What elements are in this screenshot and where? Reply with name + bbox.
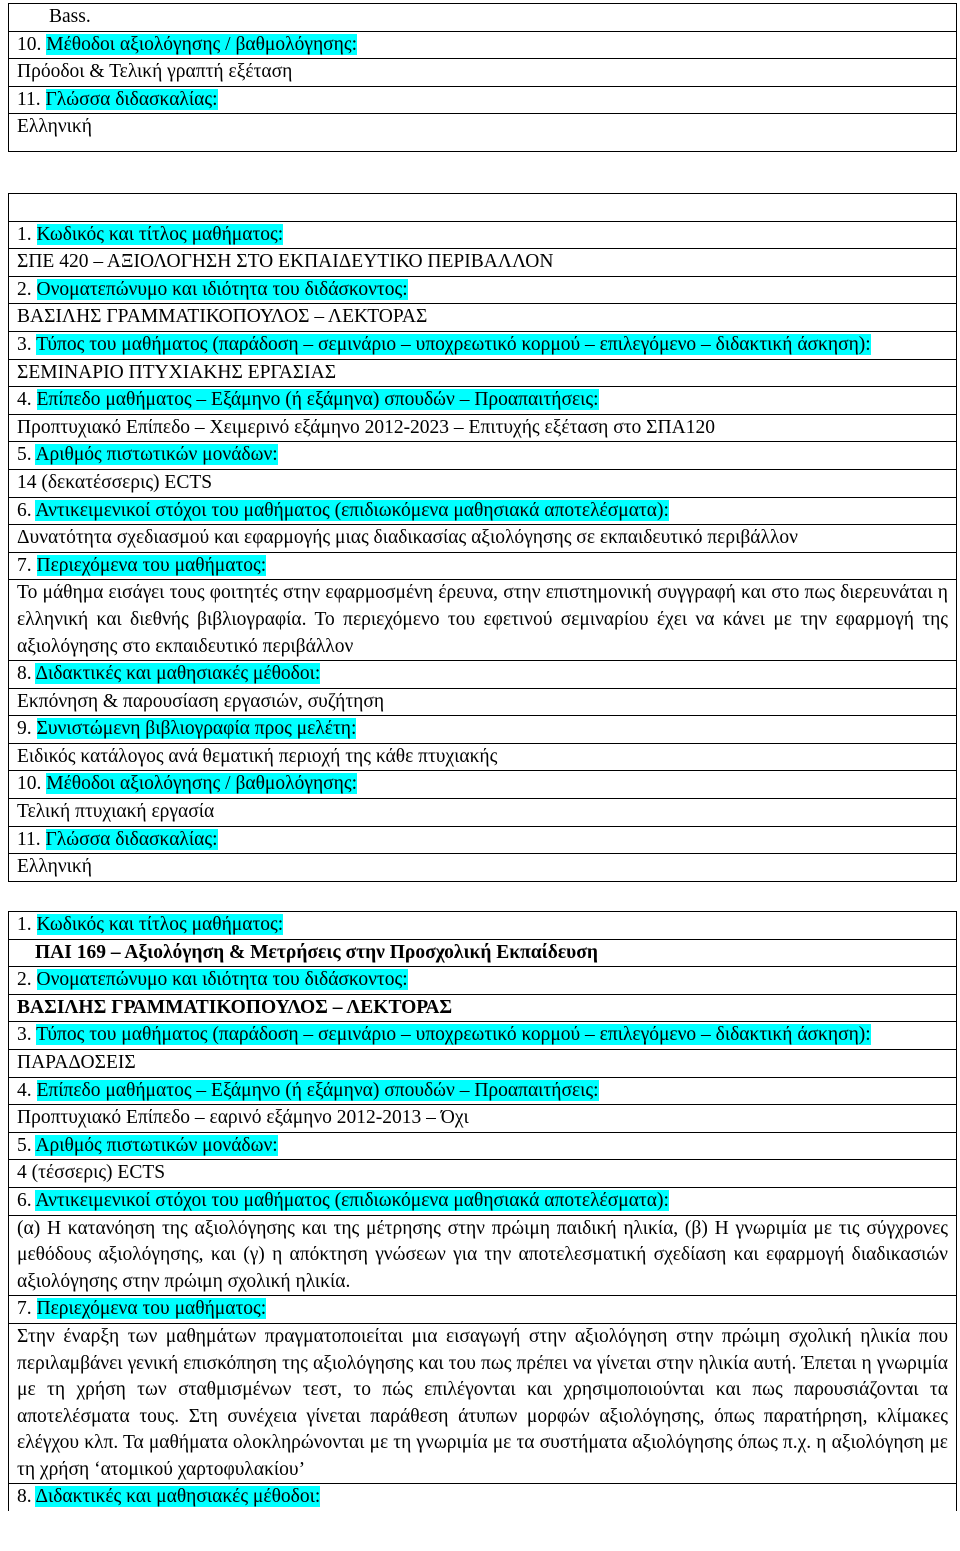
field-label: Μέθοδοι αξιολόγησης / βαθμολόγησης: <box>46 773 358 795</box>
q3-label-row: 3. Τύπος του μαθήματος (παράδοση – σεμινάριο – υποχρεωτικό κορμού – επιλεγόμενο – διδακτική άσκηση): <box>9 1021 956 1049</box>
q5-value-row: 14 (δεκατέσσερις) ECTS <box>9 469 956 497</box>
q7-label-row: 7. Περιεχόμενα του μαθήματος: <box>9 1295 956 1323</box>
q9-value-row: Ειδικός κατάλογος ανά θεματική περιοχή της κάθε πτυχιακής <box>9 743 956 771</box>
course-table-previous <box>8 3 957 152</box>
field-label: Ονοματεπώνυμο και ιδιότητα του διδάσκοντος: <box>36 969 408 991</box>
q2-label-row: 2. Ονοματεπώνυμο και ιδιότητα του διδάσκοντος: <box>9 966 956 994</box>
q6-value-row: (α) Η κατανόηση της αξιολόγησης και της μέτρησης στην πρώιμη παιδική ηλικία, (β) Η γνωριμία με τις σύγχρονες μεθόδους αξιολόγησης, και (γ) η απόκτηση γνώσεων για την αποτελεσματική σχεδίαση και εφαρμογή διαδικασιών αξιολόγησης στην πρώιμη σχολική ηλικία. <box>9 1215 956 1296</box>
q8-label-row: 8. Διδακτικές και μαθησιακές μέθοδοι: <box>9 1483 956 1511</box>
field-label: Τύπος του μαθήματος (παράδοση – σεμινάριο – υποχρεωτικό κορμού – επιλεγόμενο – διδακτική άσκηση): <box>36 333 871 355</box>
q3-value-row: ΠΑΡΑΔΟΣΕΙΣ <box>9 1049 956 1077</box>
field-label: Ονοματεπώνυμο και ιδιότητα του διδάσκοντος: <box>36 278 408 300</box>
prev-course-tail: Bass. <box>49 6 91 27</box>
q5-label-row: 5. Αριθμός πιστωτικών μονάδων: <box>9 1132 956 1160</box>
q1-value-row: ΣΠΕ 420 – ΑΞΙΟΛΟΓΗΣΗ ΣΤΟ ΕΚΠΑΙΔΕΥΤΙΚΟ ΠΕΡΙΒΑΛΛΟΝ <box>9 248 956 276</box>
q2-label-row: 2. Ονοματεπώνυμο και ιδιότητα του διδάσκοντος: <box>9 276 956 304</box>
q10-value-row: Τελική πτυχιακή εργασία <box>9 798 956 826</box>
field-label: Αντικειμενικοί στόχοι του μαθήματος (επιδιωκόμενα μαθησιακά αποτελέσματα): <box>35 499 669 521</box>
field-label: Επίπεδο μαθήματος – Εξάμηνο (ή εξάμηνα) σπουδών – Προαπαιτήσεις: <box>36 1079 599 1101</box>
q6-label-row: 6. Αντικειμενικοί στόχοι του μαθήματος (επιδιωκόμενα μαθησιακά αποτελέσματα): <box>9 1187 956 1215</box>
q9-label-row: 9. Συνιστώμενη βιβλιογραφία προς μελέτη: <box>9 715 956 743</box>
q8-value-row: Εκπόνηση & παρουσίαση εργασιών, συζήτηση <box>9 688 956 716</box>
q1-value-row: ΠΑΙ 169 – Αξιολόγηση & Μετρήσεις στην Προσχολική Εκπαίδευση <box>9 939 956 967</box>
field-label: Μέθοδοι αξιολόγησης / βαθμολόγησης: <box>46 33 358 55</box>
q6-value-row: Δυνατότητα σχεδιασμού και εφαρμογής μιας διαδικασίας αξιολόγησης σε εκπαιδευτικό περιβάλλον <box>9 524 956 552</box>
q8-label-row: 8. Διδακτικές και μαθησιακές μέθοδοι: <box>9 660 956 688</box>
field-label: Αριθμός πιστωτικών μονάδων: <box>35 1134 278 1156</box>
q2-value-row: ΒΑΣΙΛΗΣ ΓΡΑΜΜΑΤΙΚΟΠΟΥΛΟΣ – ΛΕΚΤΟΡΑΣ <box>9 994 956 1022</box>
field-label: Περιεχόμενα του μαθήματος: <box>36 554 267 576</box>
q7-value-row: Στην έναρξη των μαθημάτων πραγματοποιείται μια εισαγωγή στην αξιολόγηση στην πρώιμη σχολική ηλικία που περιλαμβάνει γενική επισκόπηση της αξιολόγησης και του πως πρέπει να γίνεται στην ηλικία αυτή. Έπεται η γνωριμία με τη χρήση των σταθμισμένων τεστ, το πώς επιλέγονται και χρησιμοποιούνται και πως παρουσιάζονται τα αποτελέσματα τους. Στη συνέχεια γίνεται παράθεση άτυπων μορφών αξιολόγησης, όπως παρατήρηση, κλίμακες ελέγχου κλπ. Τα μαθήματα ολοκληρώνονται με τη γνωριμία με τα συστήματα αξιολόγησης όπως π.χ. η αξιολόγηση με τη χρήση ‘ατομικού χαρτοφυλακίου’ <box>9 1323 956 1484</box>
q4-value-row: Προπτυχιακό Επίπεδο – εαρινό εξάμηνο 2012-2013 – Όχι <box>9 1104 956 1132</box>
field-label: Συνιστώμενη βιβλιογραφία προς μελέτη: <box>36 718 357 740</box>
q5-label-row: 5. Αριθμός πιστωτικών μονάδων: <box>9 441 956 469</box>
q11-label-row: 11. Γλώσσα διδασκαλίας: <box>9 86 956 114</box>
field-label: Γλώσσα διδασκαλίας: <box>45 828 218 850</box>
q4-value-row: Προπτυχιακό Επίπεδο – Χειμερινό εξάμηνο 2012-2023 – Επιτυχής εξέταση στο ΣΠΑ120 <box>9 414 956 442</box>
q11-label-row: 11. Γλώσσα διδασκαλίας: <box>9 826 956 854</box>
field-label: Κωδικός και τίτλος μαθήματος: <box>36 223 284 245</box>
q4-label-row: 4. Επίπεδο μαθήματος – Εξάμηνο (ή εξάμηνα) σπουδών – Προαπαιτήσεις: <box>9 1077 956 1105</box>
q11-value-row: Ελληνική <box>9 853 956 881</box>
course-table-spe420 <box>8 193 957 882</box>
blank-row <box>9 194 956 221</box>
q4-label-row: 4. Επίπεδο μαθήματος – Εξάμηνο (ή εξάμηνα) σπουδών – Προαπαιτήσεις: <box>9 386 956 414</box>
course-table-pai169 <box>8 911 957 1511</box>
q3-label-row: 3. Τύπος του μαθήματος (παράδοση – σεμινάριο – υποχρεωτικό κορμού – επιλεγόμενο – διδακτική άσκηση): <box>9 331 956 359</box>
q1-label-row: 1. Κωδικός και τίτλος μαθήματος: <box>9 221 956 249</box>
q10-label-row: 10. Μέθοδοι αξιολόγησης / βαθμολόγησης: <box>9 31 956 59</box>
field-label: Επίπεδο μαθήματος – Εξάμηνο (ή εξάμηνα) σπουδών – Προαπαιτήσεις: <box>36 389 599 411</box>
q7-label-row: 7. Περιεχόμενα του μαθήματος: <box>9 552 956 580</box>
q10-value-row: Πρόοδοι & Τελική γραπτή εξέταση <box>9 58 956 86</box>
field-label: Τύπος του μαθήματος (παράδοση – σεμινάριο – υποχρεωτικό κορμού – επιλεγόμενο – διδακτική άσκηση): <box>36 1024 871 1046</box>
q1-label-row: 1. Κωδικός και τίτλος μαθήματος: <box>17 914 284 935</box>
q2-value-row: ΒΑΣΙΛΗΣ ΓΡΑΜΜΑΤΙΚΟΠΟΥΛΟΣ – ΛΕΚΤΟΡΑΣ <box>9 303 956 331</box>
field-label: Αριθμός πιστωτικών μονάδων: <box>35 444 278 466</box>
field-label: Κωδικός και τίτλος μαθήματος: <box>36 914 284 935</box>
field-label: Διδακτικές και μαθησιακές μέθοδοι: <box>35 1486 321 1508</box>
q11-value-row: Ελληνική <box>9 113 956 151</box>
q5-value-row: 4 (τέσσερις) ECTS <box>9 1159 956 1187</box>
q6-label-row: 6. Αντικειμενικοί στόχοι του μαθήματος (επιδιωκόμενα μαθησιακά αποτελέσματα): <box>9 497 956 525</box>
q3-value-row: ΣΕΜΙΝΑΡΙΟ ΠΤΥΧΙΑΚΗΣ ΕΡΓΑΣΙΑΣ <box>9 359 956 387</box>
field-label: Διδακτικές και μαθησιακές μέθοδοι: <box>35 663 321 685</box>
q7-value-row: Το μάθημα εισάγει τους φοιτητές στην εφαρμοσμένη έρευνα, στην επιστημονική συγγραφή και στο πως διερευνάται η ελληνική και διεθνής βιβλιογραφία. Το περιεχόμενο του εφετινού σεμιναρίου έχει να κάνει με την εφαρμογή της αξιολόγησης στο εκπαιδευτικό περιβάλλον <box>9 579 956 660</box>
field-label: Γλώσσα διδασκαλίας: <box>45 88 218 110</box>
field-label: Αντικειμενικοί στόχοι του μαθήματος (επιδιωκόμενα μαθησιακά αποτελέσματα): <box>35 1189 669 1211</box>
field-label: Περιεχόμενα του μαθήματος: <box>36 1298 267 1320</box>
q10-label-row: 10. Μέθοδοι αξιολόγησης / βαθμολόγησης: <box>9 770 956 798</box>
